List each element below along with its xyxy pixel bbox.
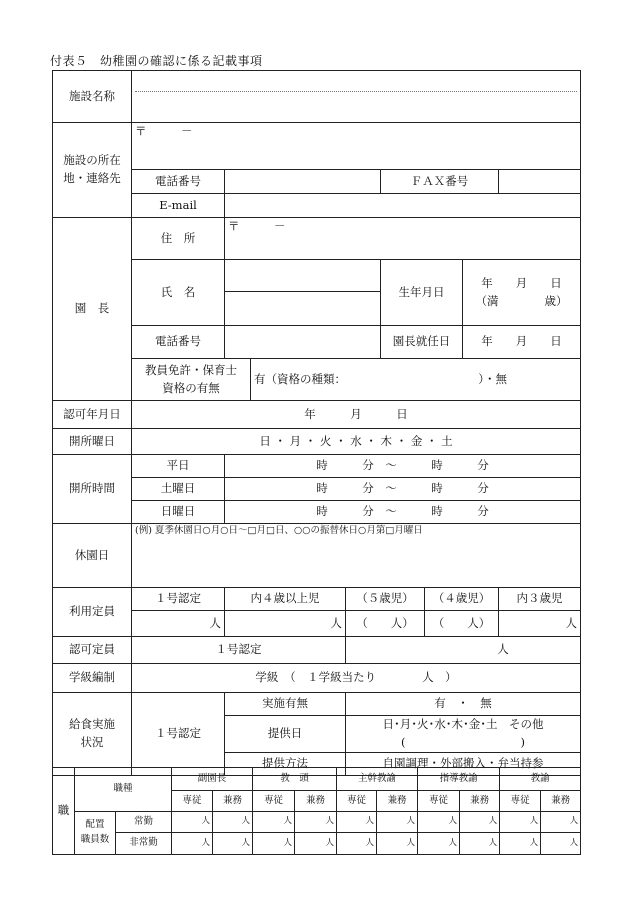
director-birth-label: 生年月日	[381, 260, 463, 326]
postal-mark: 〒 －	[135, 124, 193, 138]
staff-sub-header: 兼務	[213, 791, 253, 812]
director-name-kana-field[interactable]	[225, 260, 381, 292]
staff-count-cell[interactable]: 人	[377, 812, 418, 833]
open-days-field[interactable]: 日 ・ 月 ・ 火 ・ 水 ・ 木 ・ 金 ・ 土	[132, 429, 581, 455]
director-name-field[interactable]	[225, 292, 381, 326]
capacity-label: 利用定員	[53, 588, 132, 637]
staff-role-header: 指導教諭	[418, 768, 500, 791]
approved-capacity-field[interactable]: 人	[346, 637, 581, 664]
staff-sub-header: 専従	[253, 791, 295, 812]
capacity-header: （４歳児）	[425, 588, 499, 611]
hours-day-sunday: 日曜日	[132, 501, 225, 524]
meals-row-value[interactable]: 自園調理・外部搬入・弁当持参	[346, 752, 581, 775]
director-phone-label: 電話番号	[132, 326, 225, 359]
staff-count-cell[interactable]: 人	[172, 833, 213, 855]
staff-count-cell[interactable]: 人	[460, 812, 500, 833]
hours-time-weekday[interactable]: 時 分 ～ 時 分	[225, 455, 581, 478]
director-birth-field[interactable]: 年 月 日 （満 歳）	[463, 260, 581, 326]
staff-table	[52, 767, 581, 855]
staff-count-cell[interactable]: 人	[377, 833, 418, 855]
staff-count-cell[interactable]: 人	[213, 812, 253, 833]
meals-row-label: 提供方法	[225, 752, 346, 775]
facility-phone-field[interactable]	[225, 170, 381, 194]
holidays-label: 休園日	[53, 524, 132, 588]
facility-fax-label: ＦＡＸ番号	[381, 170, 499, 194]
capacity-header: １号認定	[132, 588, 225, 611]
staff-count-cell[interactable]: 人	[418, 833, 460, 855]
facility-address-label: 施設の所在 地・連絡先	[53, 123, 132, 218]
director-label: 園 長	[53, 218, 132, 401]
director-address-label: 住 所	[132, 218, 225, 260]
staff-count-cell[interactable]: 人	[295, 812, 337, 833]
director-name-label: 氏 名	[132, 260, 225, 326]
meals-type: １号認定	[132, 693, 225, 776]
staff-sub-header: 兼務	[295, 791, 337, 812]
form-title: 付表５ 幼稚園の確認に係る記載事項	[50, 54, 263, 68]
staff-count-cell[interactable]: 人	[253, 812, 295, 833]
staff-full-time-label: 常勤	[116, 812, 172, 833]
staff-count-cell[interactable]: 人	[172, 812, 213, 833]
hours-day-weekday: 平日	[132, 455, 225, 478]
staff-sub-header: 兼務	[377, 791, 418, 812]
facility-fax-field[interactable]	[499, 170, 581, 194]
meals-row-value[interactable]: 有 ・ 無	[346, 693, 581, 716]
staff-count-cell[interactable]: 人	[418, 812, 460, 833]
hours-day-saturday: 土曜日	[132, 478, 225, 501]
approved-capacity-type: １号認定	[132, 637, 346, 664]
meals-row-value[interactable]: 日･月･火･水･木･金･土 その他( )	[346, 716, 581, 753]
hours-time-sunday[interactable]: 時 分 ～ 時 分	[225, 501, 581, 524]
staff-role-header: 主幹教諭	[337, 768, 418, 791]
staff-count-cell[interactable]: 人	[253, 833, 295, 855]
capacity-value[interactable]: （ 人）	[346, 611, 425, 637]
staff-section-label: 職	[53, 768, 75, 855]
capacity-value[interactable]: 人	[132, 611, 225, 637]
staff-count-cell[interactable]: 人	[460, 833, 500, 855]
hours-time-saturday[interactable]: 時 分 ～ 時 分	[225, 478, 581, 501]
meals-row-label: 提供日	[225, 716, 346, 753]
capacity-header: 内３歳児	[499, 588, 581, 611]
director-appoint-label: 園長就任日	[381, 326, 463, 359]
staff-part-time-label: 非常勤	[116, 833, 172, 855]
approval-date-field[interactable]: 年 月 日	[132, 401, 581, 429]
staff-sub-header: 兼務	[460, 791, 500, 812]
facility-phone-label: 電話番号	[132, 170, 225, 194]
facility-name-field[interactable]	[132, 71, 581, 123]
staff-count-cell[interactable]: 人	[500, 812, 541, 833]
director-phone-field[interactable]	[225, 326, 381, 359]
staff-role-header: 教諭	[500, 768, 581, 791]
staff-type-label: 職種	[75, 768, 172, 812]
capacity-header: （５歳児）	[346, 588, 425, 611]
facility-name-label: 施設名称	[53, 71, 132, 123]
director-license-label: 教員免許・保育士 資格の有無	[132, 359, 251, 401]
staff-sub-header: 専従	[500, 791, 541, 812]
holidays-field[interactable]: (例) 夏季休園日○月○日～□月□日、○○の振替休日○月第□月曜日	[132, 524, 581, 588]
facility-email-label: E-mail	[132, 194, 225, 218]
staff-count-cell[interactable]: 人	[337, 812, 377, 833]
capacity-value[interactable]: 人	[225, 611, 346, 637]
approval-date-label: 認可年月日	[53, 401, 132, 429]
staff-sub-header: 専従	[418, 791, 460, 812]
director-license-field[interactable]: 有（資格の種類： ）・無	[251, 359, 581, 401]
director-postal-mark: 〒 －	[228, 219, 286, 233]
staff-role-header: 副園長	[172, 768, 253, 791]
staff-count-label: 配置 職員数	[75, 812, 116, 855]
classes-label: 学級編制	[53, 664, 132, 693]
capacity-value[interactable]: （ 人）	[425, 611, 499, 637]
hours-label: 開所時間	[53, 455, 132, 524]
meals-row-label: 実施有無	[225, 693, 346, 716]
facility-address-field[interactable]	[132, 123, 581, 170]
capacity-value[interactable]: 人	[499, 611, 581, 637]
director-appoint-field[interactable]: 年 月 日	[463, 326, 581, 359]
meals-label: 給食実施 状況	[53, 693, 132, 776]
staff-sub-header: 専従	[337, 791, 377, 812]
staff-count-cell[interactable]: 人	[295, 833, 337, 855]
staff-count-cell[interactable]: 人	[541, 812, 581, 833]
director-address-field[interactable]	[225, 218, 581, 260]
staff-count-cell[interactable]: 人	[337, 833, 377, 855]
main-form-table	[52, 70, 581, 776]
approved-capacity-label: 認可定員	[53, 637, 132, 664]
staff-count-cell[interactable]: 人	[213, 833, 253, 855]
staff-count-cell[interactable]: 人	[500, 833, 541, 855]
capacity-header: 内４歳以上児	[225, 588, 346, 611]
staff-role-header: 教 頭	[253, 768, 337, 791]
facility-email-field[interactable]	[225, 194, 581, 218]
open-days-label: 開所曜日	[53, 429, 132, 455]
staff-sub-header: 専従	[172, 791, 213, 812]
classes-field[interactable]: 学級 （ １学級当たり 人 ）	[132, 664, 581, 693]
staff-count-cell[interactable]: 人	[541, 833, 581, 855]
staff-sub-header: 兼務	[541, 791, 581, 812]
